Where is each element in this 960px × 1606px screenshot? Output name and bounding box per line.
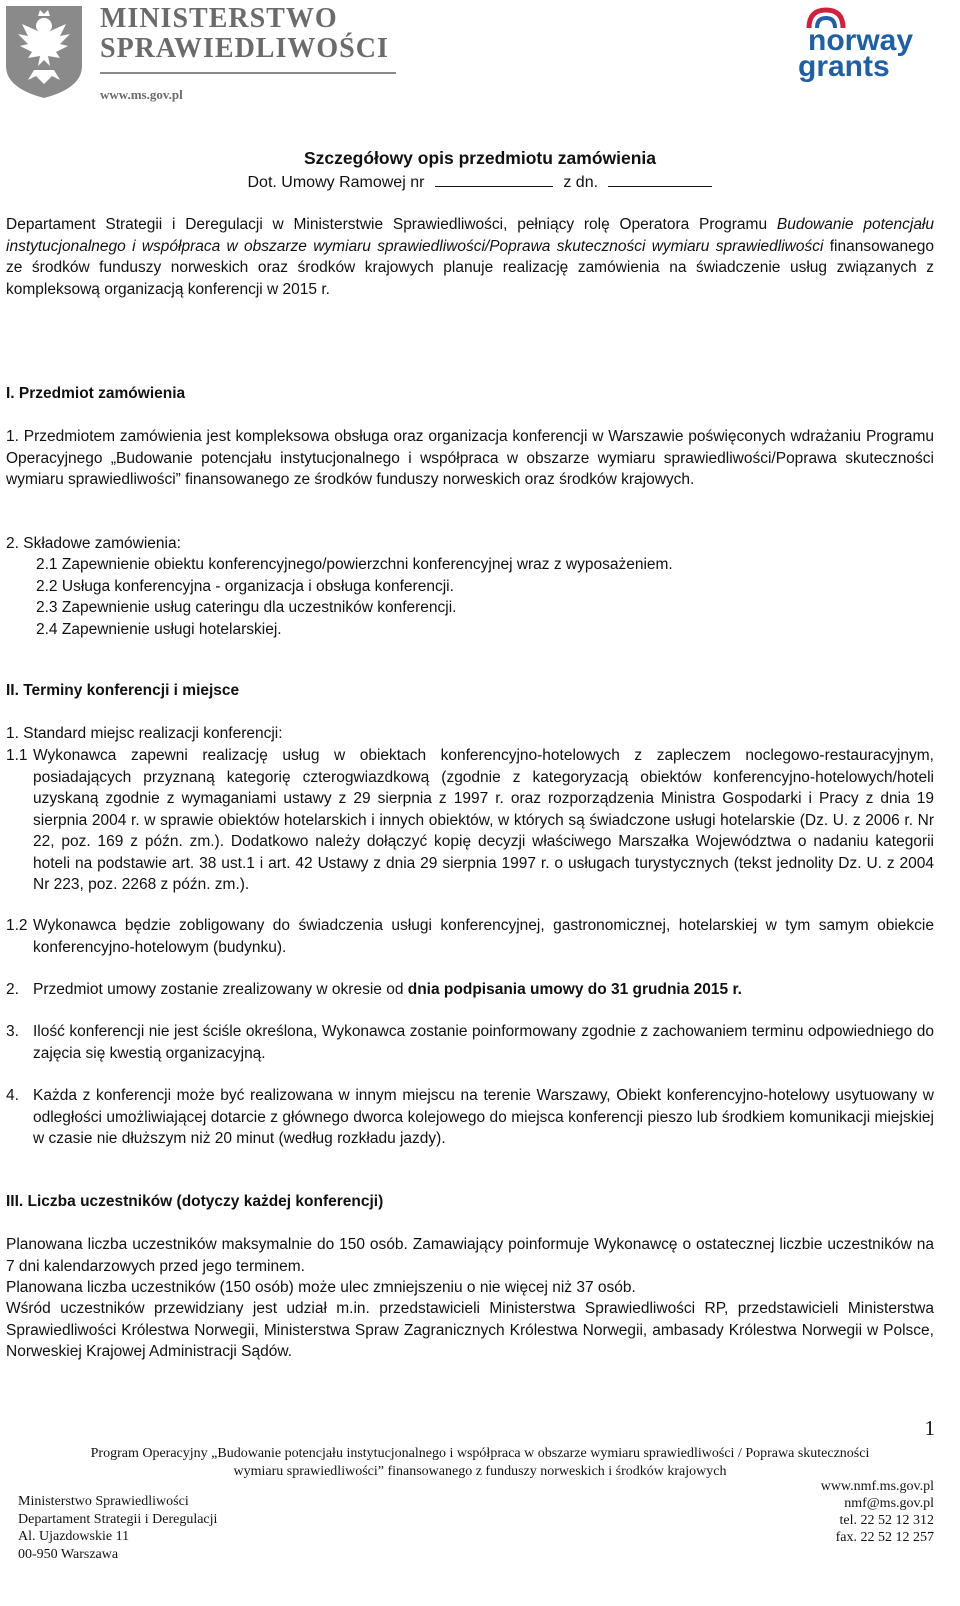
list-item: 2.2 Usługa konferencyjna - organizacja i obsługa konferencji. (36, 577, 454, 595)
list-item: 2.1 Zapewnienie obiektu konferencyjnego/powierzchni konferencyjnej wraz z wyposażeniem. (36, 556, 673, 573)
intro-text-2: finansowanego ze środków funduszy norweskich oraz środków krajowych planuje realizację zamówienia na świadczenie usług związanych z kompleksową organizacją konferencji w 2015 r. (6, 237, 934, 298)
ministry-logo-line1: MINISTERSTWO (100, 3, 338, 34)
subtitle-date-label: z dn. (563, 174, 599, 191)
components-list (36, 554, 934, 640)
item-number: 2. (6, 981, 19, 998)
item-text: Wykonawca będzie zobligowany do świadczenia usługi konferencyjnej, gastronomicznej, hotelarskiej w tym samym obiekcie konferencyjno-hotelowym (budynku). (33, 917, 934, 956)
intro-program-name: Budowanie potencjału instytucjonalnego i współpraca w obszarze wymiaru sprawiedliwości/Poprawa skuteczności wymiaru sprawiedliwości (6, 216, 934, 255)
item-text: Wykonawca zapewni realizację usług w obiektach konferencyjno-hotelowych z zapleczem noclegowo-restauracyjnym, posiadających przyznaną kategorię czterogwiazdkową (zgodnie z kategoryzacją obiektów konferencyjno-hotelowych/hoteli uzyskaną zgodnie z wymaganiami ustawy z 29 sierpnia z 1997 r. oraz rozporządzenia Ministra Gospodarki i Pracy z dnia 19 sierpnia 2004 r. w sprawie obiektów hotelarskich i innych obiektów, w których są świadczone usługi hotelarskie (Dz. U. z 2006 r. Nr 22, poz. 169 z późn. zm.). Dodatkowo należy dołączyć kopię decyzji właściwego Marszałka Województwa o nadaniu kategorii hoteli na podstawie art. 38 ust.1 i art. 42 Ustawy z dnia 29 sierpnia 1997 r. o usługach turystycznych (tekst jednolity Dz. U. z 2004 Nr 223, poz. 2268 z późn. zm.). (33, 747, 934, 893)
footer-fax: fax. 22 52 12 257 (835, 1530, 934, 1545)
footer-email-link[interactable]: nmf@ms.gov.pl (844, 1496, 934, 1511)
norway-grants-line2: grants (798, 50, 890, 83)
document-subtitle (0, 172, 960, 194)
page-number: 1 (924, 1416, 935, 1440)
footer-website-link[interactable]: www.nmf.ms.gov.pl (820, 1479, 934, 1494)
subtitle-prefix: Dot. Umowy Ramowej nr (247, 174, 425, 191)
intro-text-1: Departament Strategii i Deregulacji w Ministerstwie Sprawiedliwości, pełniący rolę Operatora Programu (6, 216, 768, 233)
contract-number-blank (435, 172, 553, 187)
item-text: Ilość konferencji nie jest ściśle określona, Wykonawca zostanie poinformowany zgodnie z zachowaniem terminu odpowiedniego do zajęcia się kwestią organizacyjną. (33, 1023, 934, 1062)
intro-paragraph (6, 214, 934, 300)
footer-phone: tel. 22 52 12 312 (839, 1513, 934, 1528)
ministry-logo-line2: SPRAWIEDLIWOŚCI (100, 33, 389, 64)
section-3-paragraph-1: Planowana liczba uczestników maksymalnie do 150 osób. Zamawiający poinformuje Wykonawcę o ostatecznej liczbie uczestników na 7 dni kalendarzowych przed jego terminem. (6, 1236, 934, 1275)
section-2-heading: II. Terminy konferencji i miejsce (6, 682, 240, 699)
ministry-logo (4, 4, 404, 104)
section-1-heading: I. Przedmiot zamówienia (6, 385, 186, 402)
list-item: 2.4 Zapewnienie usługi hotelarskiej. (36, 620, 282, 638)
item-text: Przedmiot umowy zostanie zrealizowany w okresie od dnia podpisania umowy do 31 grudnia 2015 r. (33, 981, 742, 998)
section-2-standard-label: 1. Standard miejsc realizacji konferencji: (6, 725, 283, 742)
item-text: Każda z konferencji może być realizowana w innym miejscu na terenie Warszawy, Obiekt konferencyjno-hotelowy usytuowany w odległości umożliwiającej dotarcie z głównego dworca kolejowego do miejsca konferencji pieszo lub środkiem komunikacji miejskiej w czasie nie dłuższym niż 20 minut (według rozkładu jazdy). (33, 1087, 934, 1147)
list-item: 2.3 Zapewnienie usług cateringu dla uczestników konferencji. (36, 599, 457, 616)
item-number: 4. (6, 1087, 19, 1104)
ministry-logo-rule (100, 72, 396, 74)
document-title: Szczegółowy opis przedmiotu zamówienia (304, 148, 656, 168)
item-number: 3. (6, 1023, 19, 1040)
section-3-heading: III. Liczba uczestników (dotyczy każdej konferencji) (6, 1193, 384, 1210)
eagle-emblem-icon (4, 4, 84, 100)
footer-contact (700, 1478, 934, 1546)
contract-period: dnia podpisania umowy do 31 grudnia 2015 r. (407, 981, 742, 998)
section-3-paragraph-2: Planowana liczba uczestników (150 osób) może ulec zmniejszeniu o nie więcej niż 37 osób. (6, 1279, 636, 1296)
section-1-paragraph-1: 1. Przedmiotem zamówienia jest kompleksowa obsługa oraz organizacja konferencji w Warszawie poświęconych wdrażaniu Programu Operacyjnego „Budowanie potencjału instytucjonalnego i współpraca w obszarze wymiaru sprawiedliwości/Poprawa skuteczności wymiaru sprawiedliwości” finansowanego ze środków funduszy norweskich oraz środków krajowych. (6, 428, 934, 488)
ministry-logo-url: www.ms.gov.pl (100, 87, 183, 102)
section-1-components-label: 2. Składowe zamówienia: (6, 535, 181, 552)
contract-date-blank (608, 172, 712, 187)
footer-program-note: Program Operacyjny „Budowanie potencjału instytucjonalnego i współpraca w obszarze wymiaru sprawiedliwości / Poprawa skuteczności wymiaru sprawiedliwości” finansowanego z funduszy norweskich i środków krajowych (90, 1446, 870, 1479)
item-number: 1.2 (6, 917, 28, 934)
section-3-paragraph-3: Wśród uczestników przewidziany jest udział m.in. przedstawicieli Ministerstwa Sprawiedliwości RP, przedstawicieli Ministerstwa Sprawiedliwości Królestwa Norwegii, Ministerstwa Spraw Zagranicznych Królestwa Norwegii, ambasady Królestwa Norwegii w Polsce, Norweskiej Krajowej Administracji Sądów. (6, 1300, 934, 1360)
item-number: 1.1 (6, 747, 28, 764)
footer-address: Ministerstwo Sprawiedliwości Departament Strategii i Deregulacji Al. Ujazdowskie 11 00-950 Warszawa (18, 1494, 218, 1562)
norway-grants-logo (798, 6, 924, 92)
norway-grants-line1: norway (808, 24, 914, 57)
